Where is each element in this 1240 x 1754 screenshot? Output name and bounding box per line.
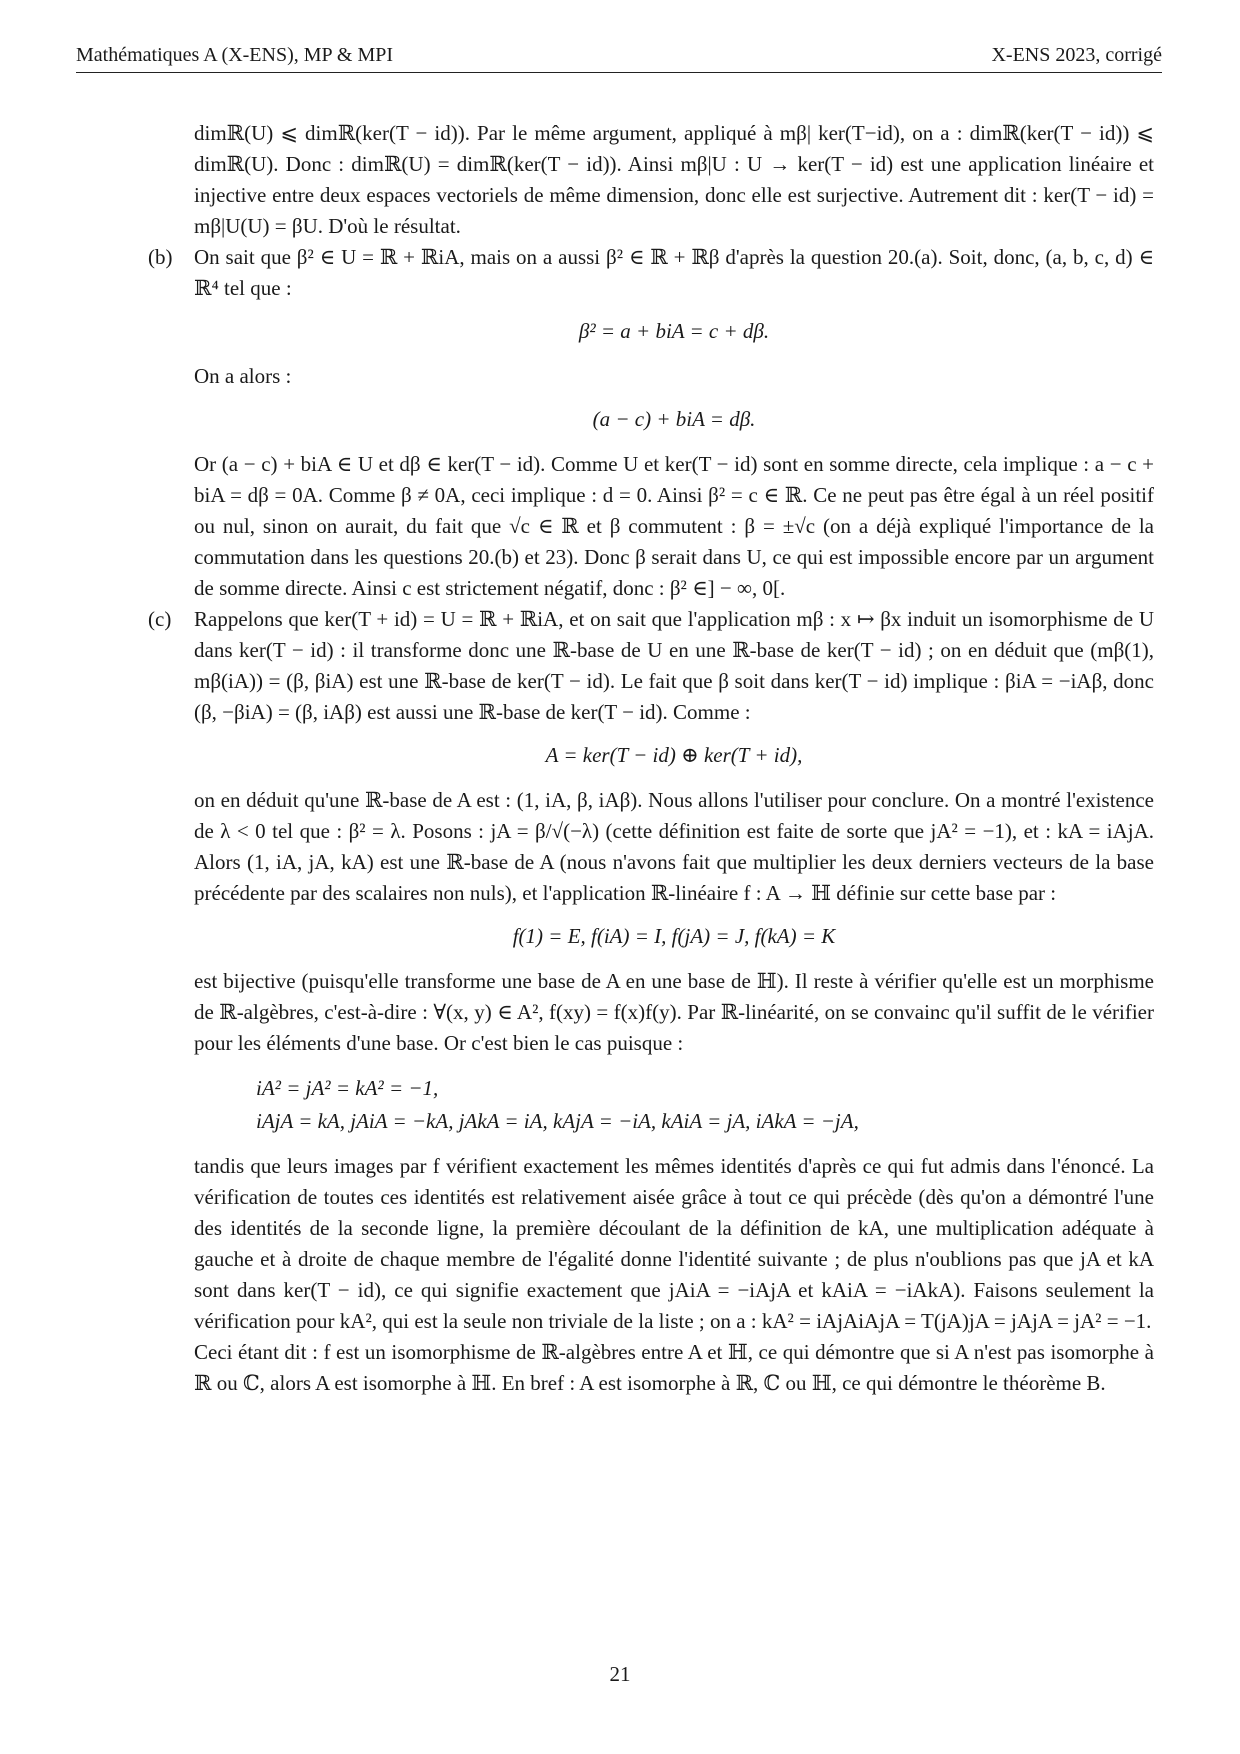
- part-c-equation-3: iA² = jA² = kA² = −1,: [256, 1076, 439, 1100]
- intro-paragraph: dimℝ(U) ⩽ dimℝ(ker(T − id)). Par le même argument, appliqué à mβ| ker(T−id), on a : dimℝ(ker(T − id)) ⩽ dimℝ(U). Donc : dimℝ(U) = dimℝ(ker(T − id)). Ainsi mβ|U : U → ker(T − id) est une application linéaire et injective entre deux espaces vectoriels de même dimension, donc elle est surjective. Autrement dit : ker(T − id) = mβ|U(U) = βU. D'où le résultat.: [194, 121, 1154, 238]
- part-c-paragraph-1: Rappelons que ker(T + id) = U = ℝ + ℝiA, et on sait que l'application mβ : x ↦ βx induit un isomorphisme de U dans ker(T − id) : il transforme donc une ℝ-base de U en une ℝ-base de ker(T − id) ; on en déduit que (mβ(1), mβ(iA)) = (β, βiA) est une ℝ-base de ker(T − id). Le fait que β soit dans ker(T − id) implique : βiA = −iAβ, donc (β, −βiA) = (β, iAβ) est aussi une ℝ-base de ker(T − id). Comme :: [194, 607, 1154, 724]
- part-c-identities: [256, 1073, 1154, 1137]
- page-number: 21: [609, 1662, 631, 1686]
- part-c-paragraph-3: est bijective (puisqu'elle transforme une base de A en une base de ℍ). Il reste à vérifier qu'elle est un morphisme de ℝ-algèbres, c'est-à-dire : ∀(x, y) ∈ A², f(xy) = f(x)f(y). Par ℝ-linéarité, on se convainc qu'il suffit de le vérifier pour les éléments d'une base. Or c'est bien le cas puisque :: [194, 969, 1154, 1055]
- part-c-paragraph-2: on en déduit qu'une ℝ-base de A est : (1, iA, β, iAβ). Nous allons l'utiliser pour conclure. On a montré l'existence de λ < 0 tel que : β² = λ. Posons : jA = β/√(−λ) (cette définition est faite de sorte que jA² = −1), et : kA = iAjA. Alors (1, iA, jA, kA) est une ℝ-base de A (nous n'avons fait que multiplier les deux derniers vecteurs de la base précédente par des scalaires non nuls), et l'application ℝ-linéaire f : A → ℍ définie sur cette base par :: [194, 788, 1154, 905]
- part-c-label: (c): [148, 607, 172, 631]
- part-b: [148, 242, 1154, 604]
- part-b-paragraph-1: On sait que β² ∈ U = ℝ + ℝiA, mais on a aussi β² ∈ ℝ + ℝβ d'après la question 20.(a). Soit, donc, (a, b, c, d) ∈ ℝ⁴ tel que :: [194, 245, 1154, 300]
- part-b-equation-2: (a − c) + biA = dβ.: [592, 407, 756, 431]
- part-b-paragraph-3: Or (a − c) + biA ∈ U et dβ ∈ ker(T − id). Comme U et ker(T − id) sont en somme directe, cela implique : a − c + biA = dβ = 0A. Comme β ≠ 0A, ceci implique : d = 0. Ainsi β² = c ∈ ℝ. Ce ne peut pas être égal à un réel positif ou nul, sinon on aurait, du fait que √c ∈ ℝ et β commutent : β = ±√c (on a déjà expliqué l'importance de la commutation dans les questions 20.(b) et 23). Donc β serait dans U, ce qui est impossible encore par un argument de somme directe. Ainsi c est strictement négatif, donc : β² ∈] − ∞, 0[.: [194, 452, 1154, 600]
- part-b-paragraph-2: On a alors :: [194, 364, 292, 388]
- part-c: [148, 604, 1154, 1399]
- page-body: [148, 118, 1154, 1399]
- part-c-equation-2: f(1) = E, f(iA) = I, f(jA) = J, f(kA) = K: [512, 924, 836, 948]
- part-c-paragraph-4: tandis que leurs images par f vérifient exactement les mêmes identités d'après ce qui fut admis dans l'énoncé. La vérification de toutes ces identités est relativement aisée grâce à tout ce qui précède (dès qu'on a démontré l'une des identités de la seconde ligne, la première découlant de la définition de kA, une multiplication adéquate à gauche et à droite de chaque membre de l'égalité donne l'identité suivante ; de plus n'oublions pas que jA et kA sont dans ker(T − id), ce qui signifie exactement que jAiA = −iAjA et kAiA = −iAkA). Faisons seulement la vérification pour kA², qui est la seule non triviale de la liste ; on a : kA² = iAjAiAjA = T(jA)jA = jAjA = jA² = −1.: [194, 1154, 1154, 1333]
- header-left-title: Mathématiques A (X-ENS), MP & MPI: [76, 44, 394, 66]
- header-right-title: X-ENS 2023, corrigé: [991, 44, 1162, 66]
- part-b-equation-1: β² = a + biA = c + dβ.: [578, 319, 770, 343]
- part-c-equation-4: iAjA = kA, jAiA = −kA, jAkA = iA, kAjA = −iA, kAiA = jA, iAkA = −jA,: [256, 1109, 859, 1133]
- part-c-equation-1: A = ker(T − id) ⊕ ker(T + id),: [545, 743, 803, 767]
- part-c-paragraph-5: Ceci étant dit : f est un isomorphisme de ℝ-algèbres entre A et ℍ, ce qui démontre que si A n'est pas isomorphe à ℝ ou ℂ, alors A est isomorphe à ℍ. En bref : A est isomorphe à ℝ, ℂ ou ℍ, ce qui démontre le théorème B.: [194, 1340, 1154, 1395]
- part-b-label: (b): [148, 245, 173, 269]
- page-header: [76, 40, 1162, 73]
